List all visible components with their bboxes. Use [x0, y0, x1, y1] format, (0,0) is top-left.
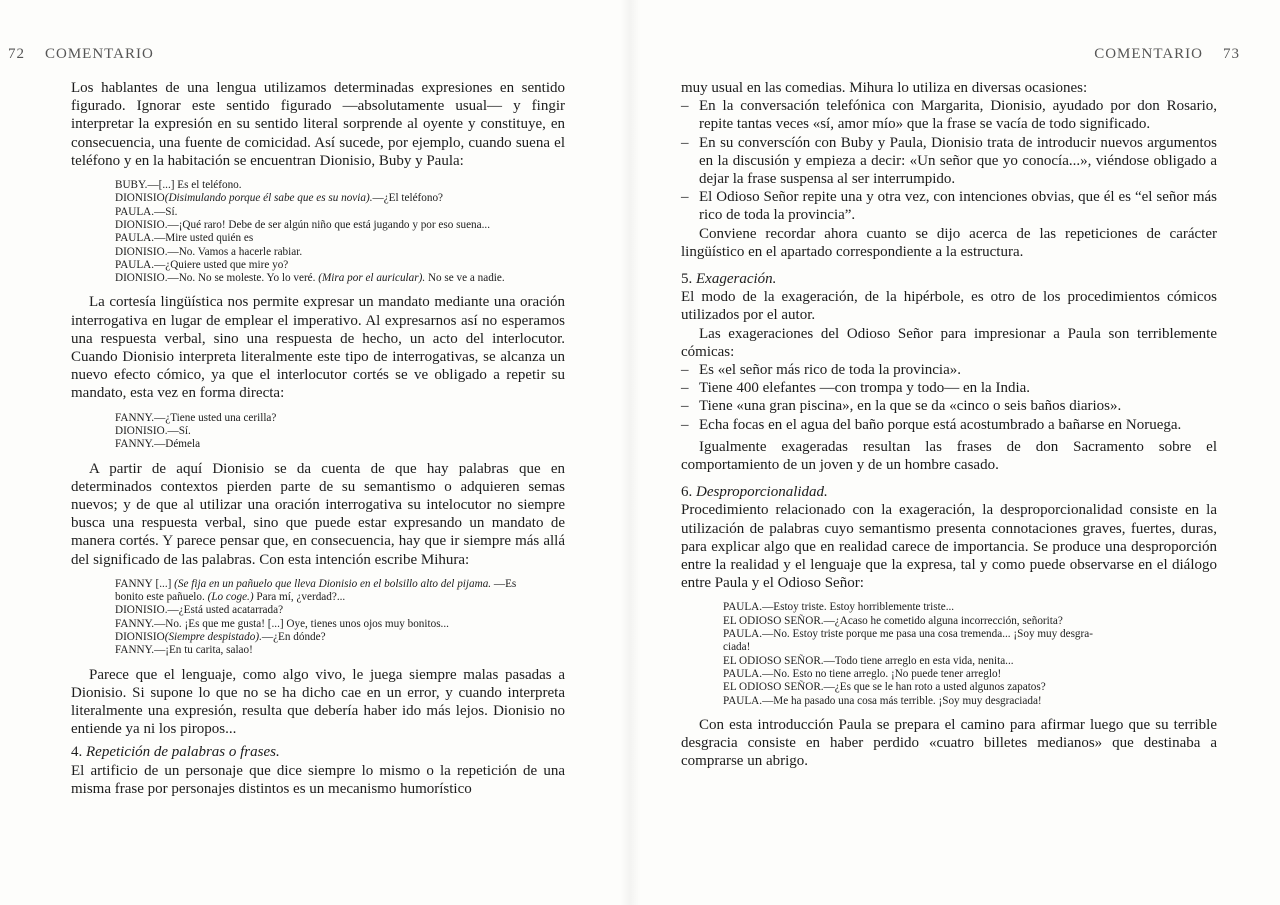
dialog-speaker: FANNY. [115, 438, 155, 451]
paragraph: Procedimiento relacionado con la exageración, la desproporcionalidad consiste en la utilización de palabras cuyo semantismo presenta connotaciones graves, fuertes, duras, para explicar algo que en realidad carece de importancia. Se produce una desproporción entre la realidad y el lenguaje que la expresa, tal y como puede observarse en el diálogo entre Paula y el Odioso Señor: [681, 502, 1217, 592]
dialog-line [115, 246, 565, 259]
dialog-line [723, 601, 1213, 614]
dialog-speaker: BUBY. [115, 179, 148, 192]
list-item: – En su converscíón con Buby y Paula, Dionisio trata de introducir nuevos argumentos en la discusión y empieza a decir: «Un señor que yo conocía...», viéndose obligado a dejar la frase suspensa al ser interrumpido. [681, 134, 1217, 189]
section-number: 4. [71, 744, 83, 761]
dialog-text: No se ve a nadie. [427, 272, 505, 285]
section-title: Exageración. [696, 271, 777, 288]
dialog-continuation: bonito este pañuelo. [115, 591, 208, 604]
section-heading [681, 270, 1217, 288]
dialog-speaker: DIONISIO. [115, 218, 168, 231]
list-item: – Echa focas en el agua del baño porque está acostumbrado a bañarse en Noruega. [681, 416, 1217, 434]
dialog-text: [...] [152, 577, 175, 590]
dialog-text: —No. Vamos a hacerle rabiar. [167, 245, 303, 258]
dash-list [681, 361, 1217, 434]
paragraph: Los hablantes de una lengua utilizamos determinadas expresiones en sentido figurado. Ignorar este sentido figurado —absolutamente usual— y fingir interpretar la expresión en su sentido literal sorprende al oyente y constituye, en consecuencia, una fuente de comicidad. Así sucede, por ejemplo, cuando suena el teléfono y en la habitación se encuentran Dionisio, Buby y Paula: [71, 80, 565, 169]
paragraph: Igualmente exageradas resultan las frases de don Sacramento sobre el comportamiento de un joven y de un hombre casado. [681, 438, 1217, 474]
stage-direction: (Siempre despistado). [164, 630, 262, 643]
dialog-speaker: EL ODIOSO SEÑOR. [723, 614, 824, 627]
dialog-text: —Démela [154, 438, 201, 451]
dialog-line [115, 259, 565, 272]
section-number: 5. [681, 271, 693, 288]
paragraph: Con esta introducción Paula se prepara el camino para afirmar luego que su terrible desgracia consiste en haber perdido «cuatro billetes medianos» que destinaba a comprarse un abrigo. [681, 716, 1217, 770]
dialog-text: —¡En tu carita, salao! [154, 644, 253, 657]
dialog-line [723, 695, 1213, 708]
left-running-head [8, 46, 154, 63]
dialog-speaker: FANNY. [115, 617, 155, 630]
dialog-line [723, 668, 1213, 681]
dialog-text: —¿Está usted acatarrada? [167, 604, 284, 617]
paragraph: El artificio de un personaje que dice siempre lo mismo o la repetición de una misma frase por personajes distintos es un mecanismo humorístico [71, 762, 565, 797]
dialog-line [723, 641, 1213, 654]
right-running-title: COMENTARIO [1094, 46, 1203, 62]
right-page [640, 0, 1280, 905]
stage-direction: (Se fija en un pañuelo que lleva Dionisio en el bolsillo alto del pijama. [174, 577, 492, 590]
dialog-text: —Todo tiene arreglo en esta vida, nenita... [823, 654, 1014, 667]
section-heading [71, 743, 565, 761]
dialog-line [723, 628, 1213, 641]
dialog-continuation: ciada! [723, 641, 751, 654]
left-page-number: 72 [8, 46, 25, 62]
dialog-text: —No. No se moleste. Yo lo veré. [167, 272, 316, 285]
paragraph: La cortesía lingüística nos permite expresar un mandato mediante una oración interrogativa en lugar de emplear el imperativo. Al expresarnos así no esperamos una respuesta verbal, sino una respuesta de hecho, un acto del interlocutor. Cuando Dionisio interpreta literalmente este tipo de interrogativas, se alcanza un nuevo efecto cómico, ya que el interlocutor cortés se ve obligado a repetir su mandato, esta vez en forma directa: [71, 294, 565, 402]
dialog-line [115, 192, 565, 205]
dialog-line [115, 618, 565, 631]
dialog-line [723, 681, 1213, 694]
dialog-text: —[...] Es el teléfono. [147, 179, 242, 192]
dialog-speaker: DIONISIO [115, 630, 165, 643]
dialog-block [115, 412, 565, 452]
dialog-text: —Estoy triste. Estoy horriblemente triste... [762, 601, 955, 614]
dialog-line [723, 615, 1213, 628]
dialog-line [115, 425, 565, 438]
dialog-text: —Sí. [167, 424, 191, 437]
dialog-text: —Es [493, 577, 517, 590]
paragraph: A partir de aquí Dionisio se da cuenta de que hay palabras que en determinados contextos pierden parte de su semantismo o adquieren semas nuevos; y de que al utilizar una oración interrogativa su intelocutor no siempre busca una respuesta verbal, sino que puede estar expresando un mandato de manera cortés. Y parece pensar que, en consecuencia, hay que ir siempre más allá del significado de las palabras. Con esta intención escribe Mihura: [71, 460, 565, 568]
dialog-line [115, 219, 565, 232]
right-running-head [1094, 46, 1240, 63]
dialog-line [115, 578, 565, 591]
dialog-speaker: PAULA. [115, 232, 155, 245]
dialog-block [723, 601, 1213, 707]
dialog-text: —¿Quiere usted que mire yo? [154, 258, 289, 271]
dialog-speaker: DIONISIO. [115, 272, 168, 285]
dialog-line [115, 412, 565, 425]
list-item: – Tiene 400 elefantes —con trompa y todo— en la India. [681, 379, 1217, 397]
dialog-speaker: EL ODIOSO SEÑOR. [723, 654, 824, 667]
right-page-number: 73 [1223, 46, 1240, 62]
section-title: Desproporcionalidad. [696, 484, 828, 501]
paragraph: El modo de la exageración, de la hipérbole, es otro de los procedimientos cómicos utilizados por el autor. [681, 289, 1217, 324]
dialog-text: —Mire usted quién es [154, 232, 254, 245]
dialog-line [115, 179, 565, 192]
dialog-line [115, 644, 565, 657]
section-heading [681, 483, 1217, 501]
dialog-speaker: PAULA. [723, 628, 763, 641]
left-running-title: COMENTARIO [45, 46, 154, 62]
dialog-speaker: PAULA. [723, 667, 763, 680]
paragraph: Las exageraciones del Odioso Señor para impresionar a Paula son terriblemente cómicas: [681, 325, 1217, 360]
dialog-speaker: PAULA. [723, 601, 763, 614]
dialog-text: —Me ha pasado una cosa más terrible. ¡Soy muy desgraciada! [762, 694, 1042, 707]
dialog-text: —Sí. [154, 205, 178, 218]
dialog-speaker: PAULA. [115, 258, 155, 271]
right-text-column [681, 79, 1217, 770]
list-item: – Tiene «una gran piscina», en la que se da «cinco o seis baños diarios». [681, 397, 1217, 415]
dialog-line [115, 591, 565, 604]
dialog-line [115, 438, 565, 451]
left-page [0, 0, 620, 905]
dialog-text: —No. Estoy triste porque me pasa una cosa tremenda... ¡Soy muy desgra- [762, 628, 1093, 641]
dialog-block [115, 578, 565, 658]
dialog-speaker: PAULA. [115, 205, 155, 218]
dialog-line [115, 232, 565, 245]
list-item: – Es «el señor más rico de toda la provincia». [681, 361, 1217, 379]
section-title: Repetición de palabras o frases. [86, 744, 280, 761]
dash-list [681, 97, 1217, 224]
dialog-text: —¿Es que se le han roto a usted algunos zapatos? [823, 681, 1046, 694]
list-item: – El Odioso Señor repite una y otra vez, con intenciones obvias, que él es “el señor más rico de toda la provincia”. [681, 188, 1217, 224]
paragraph: Parece que el lenguaje, como algo vivo, le juega siempre malas pasadas a Dionisio. Si supone lo que no se ha dicho cae en un error, y cuando interpreta literalmente una expresión, resulta que debería haber ido más lejos. Dionisio no entiende ya ni los piropos... [71, 666, 565, 738]
book-gutter [620, 0, 640, 905]
dialog-text: —¿Tiene usted una cerilla? [154, 411, 277, 424]
paragraph: muy usual en las comedias. Mihura lo utiliza en diversas ocasiones: [681, 80, 1088, 96]
section-number: 6. [681, 484, 693, 501]
dialog-text: —¿En dónde? [261, 630, 326, 643]
dialog-text: —¿Acaso he cometido alguna incorrección, señorita? [823, 614, 1063, 627]
dialog-speaker: PAULA. [723, 694, 763, 707]
dialog-line [115, 604, 565, 617]
dialog-text: —¡Qué raro! Debe de ser algún niño que está jugando y por eso suena... [167, 218, 490, 231]
dialog-speaker: FANNY. [115, 644, 155, 657]
dialog-speaker: DIONISIO. [115, 245, 168, 258]
dialog-line [115, 206, 565, 219]
dialog-line [115, 631, 565, 644]
dialog-line [723, 655, 1213, 668]
list-item: – En la conversación telefónica con Margarita, Dionisio, ayudado por don Rosario, repite tantas veces «sí, amor mío» que la frase se vacía de todo significado. [681, 97, 1217, 133]
dialog-text: —No. Esto no tiene arreglo. ¡No puede tener arreglo! [762, 667, 1002, 680]
dialog-speaker: DIONISIO [115, 192, 165, 205]
stage-direction: (Mira por el auricular). [318, 272, 426, 285]
dialog-speaker: DIONISIO. [115, 604, 168, 617]
dialog-speaker: EL ODIOSO SEÑOR. [723, 681, 824, 694]
dialog-line [115, 272, 565, 285]
dialog-text: Para mí, ¿verdad?... [256, 591, 346, 604]
left-text-column [71, 79, 565, 798]
dialog-text: —¿El teléfono? [372, 192, 444, 205]
stage-direction: (Disimulando porque él sabe que es su novia). [164, 192, 373, 205]
stage-direction: (Lo coge.) [207, 591, 254, 604]
dialog-speaker: FANNY [115, 577, 153, 590]
dialog-text: —No. ¡Es que me gusta! [...] Oye, tienes unos ojos muy bonitos... [154, 617, 449, 630]
paragraph: Conviene recordar ahora cuanto se dijo acerca de las repeticiones de carácter lingüístico en el apartado correspondiente a la estructura. [681, 225, 1217, 260]
dialog-block [115, 179, 565, 285]
dialog-speaker: DIONISIO. [115, 424, 168, 437]
dialog-speaker: FANNY. [115, 411, 155, 424]
